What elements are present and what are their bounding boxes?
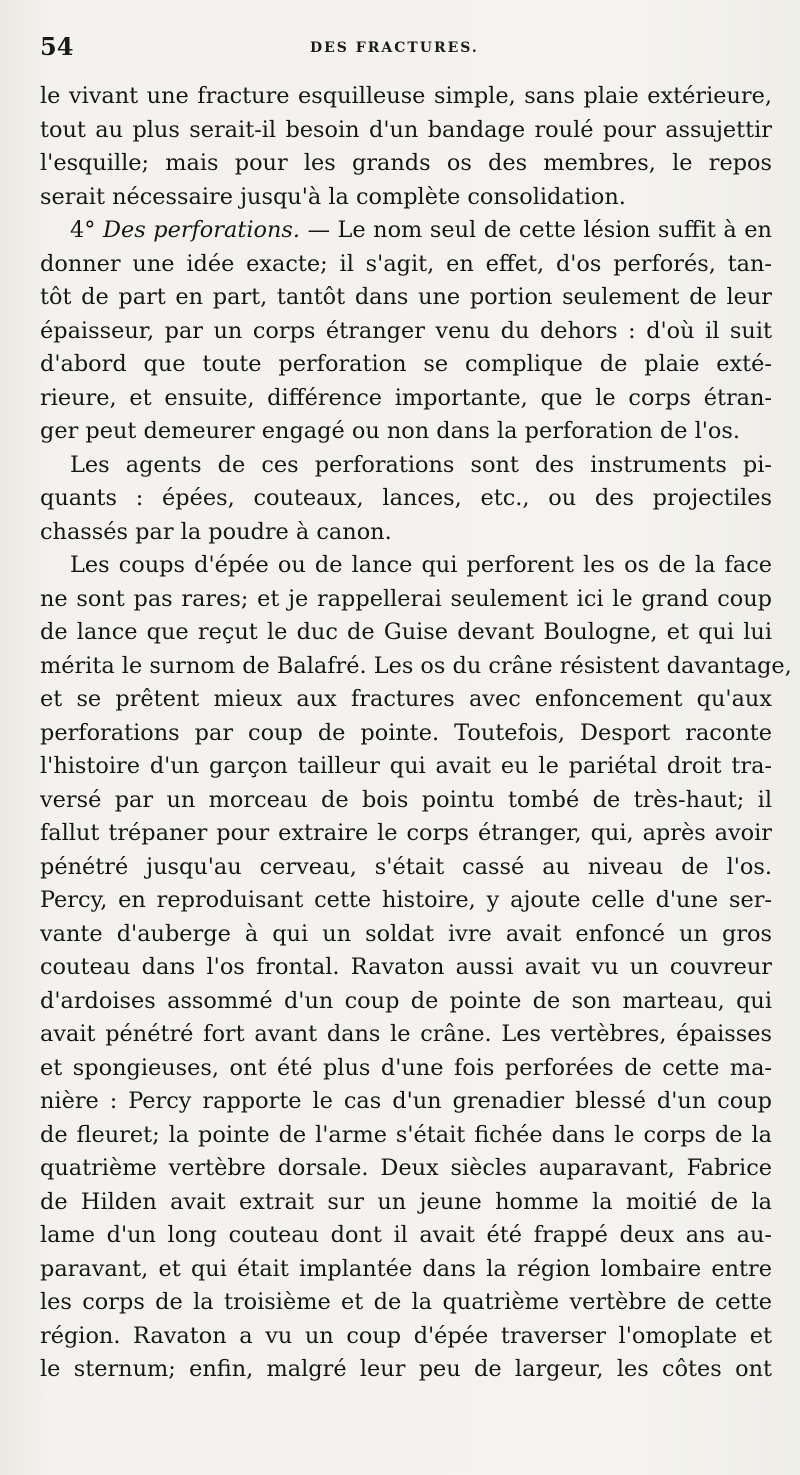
page-header bbox=[40, 32, 770, 62]
text-line: fallut trépaner pour extraire le corps étranger, qui, après avoir bbox=[40, 820, 772, 846]
text-line: Les agents de ces perforations sont des instruments pi- bbox=[70, 451, 772, 478]
section-dash: — bbox=[307, 217, 330, 243]
text-line: et spongieuses, ont été plus d'une fois perforées de cette ma- bbox=[40, 1054, 772, 1081]
text-line: couteau dans l'os frontal. Ravaton aussi avait vu un couvreur bbox=[40, 954, 772, 980]
body-text bbox=[40, 80, 792, 1387]
text-line: région. Ravaton a vu un coup d'épée traverser l'omoplate et bbox=[40, 1322, 772, 1349]
text-line: les corps de la troisième et de la quatrième vertèbre de cette bbox=[40, 1289, 772, 1315]
text-line: nière : Percy rapporte le cas d'un grenadier blessé d'un coup bbox=[40, 1088, 772, 1114]
text-line: donner une idée exacte; il s'agit, en effet, d'os perforés, tan- bbox=[40, 250, 772, 277]
page-number: 54 bbox=[40, 32, 74, 61]
text-line: Percy, en reproduisant cette histoire, y ajoute celle d'une ser- bbox=[40, 887, 772, 913]
text-line: lame d'un long couteau dont il avait été frappé deux ans au- bbox=[40, 1222, 772, 1248]
section-heading-line bbox=[40, 214, 772, 248]
section-number: 4° bbox=[70, 217, 96, 243]
text-line: mérita le surnom de Balafré. Les os du crâne résistent davantage, bbox=[40, 652, 792, 679]
text-line: Les coups d'épée ou de lance qui perforent les os de la face bbox=[70, 552, 772, 578]
text-line: d'ardoises assommé d'un coup de pointe de son marteau, qui bbox=[40, 987, 772, 1014]
text-line: chassés par la poudre à canon. bbox=[40, 518, 392, 545]
text-line: le sternum; enfin, malgré leur peu de largeur, les côtes ont bbox=[40, 1356, 772, 1382]
text-line: paravant, et qui était implantée dans la région lombaire entre bbox=[40, 1255, 772, 1282]
text-line: vante d'auberge à qui un soldat ivre avait enfoncé un gros bbox=[40, 920, 772, 947]
text-line: l'esquille; mais pour les grands os des membres, le repos bbox=[40, 150, 772, 176]
text-line: perforations par coup de pointe. Toutefois, Desport raconte bbox=[40, 719, 772, 746]
text-line: de Hilden avait extrait sur un jeune homme la moitié de la bbox=[40, 1188, 772, 1215]
text-line: pénétré jusqu'au cerveau, s'était cassé au niveau de l'os. bbox=[40, 853, 772, 880]
text-line: rieure, et ensuite, différence importante, que le corps étran- bbox=[40, 384, 772, 411]
text-line: l'histoire d'un garçon tailleur qui avait eu le pariétal droit tra- bbox=[40, 753, 772, 779]
text-line: quatrième vertèbre dorsale. Deux siècles auparavant, Fabrice bbox=[40, 1155, 772, 1181]
text-line: Le nom seul de cette lésion suffit à en bbox=[337, 217, 772, 243]
text-line: tôt de part en part, tantôt dans une portion seulement de leur bbox=[40, 284, 772, 310]
text-line: ger peut demeurer engagé ou non dans la perforation de l'os. bbox=[40, 418, 741, 444]
text-line: épaisseur, par un corps étranger venu du dehors : d'où il suit bbox=[40, 317, 772, 344]
text-line: ne sont pas rares; et je rappellerai seulement ici le grand coup bbox=[40, 585, 772, 612]
text-line: et se prêtent mieux aux fractures avec enfoncement qu'aux bbox=[40, 686, 772, 712]
text-line: serait nécessaire jusqu'à la complète consolidation. bbox=[40, 183, 626, 210]
text-line: versé par un morceau de bois pointu tombé de très-haut; il bbox=[40, 786, 772, 813]
running-head: DES FRACTURES. bbox=[310, 40, 479, 56]
text-line: tout au plus serait-il besoin d'un bandage roulé pour assujettir bbox=[40, 116, 772, 143]
text-line: le vivant une fracture esquilleuse simple, sans plaie extérieure, bbox=[40, 83, 772, 109]
text-line: de fleuret; la pointe de l'arme s'était fichée dans le corps de la bbox=[40, 1121, 772, 1148]
text-line: quants : épées, couteaux, lances, etc., ou des projectiles bbox=[40, 485, 772, 511]
text-line: avait pénétré fort avant dans le crâne. Les vertèbres, épaisses bbox=[40, 1021, 772, 1047]
text-line: de lance que reçut le duc de Guise devant Boulogne, et qui lui bbox=[40, 619, 772, 645]
text-line: d'abord que toute perforation se complique de plaie exté- bbox=[40, 351, 772, 377]
section-title: Des perforations. bbox=[103, 217, 301, 243]
